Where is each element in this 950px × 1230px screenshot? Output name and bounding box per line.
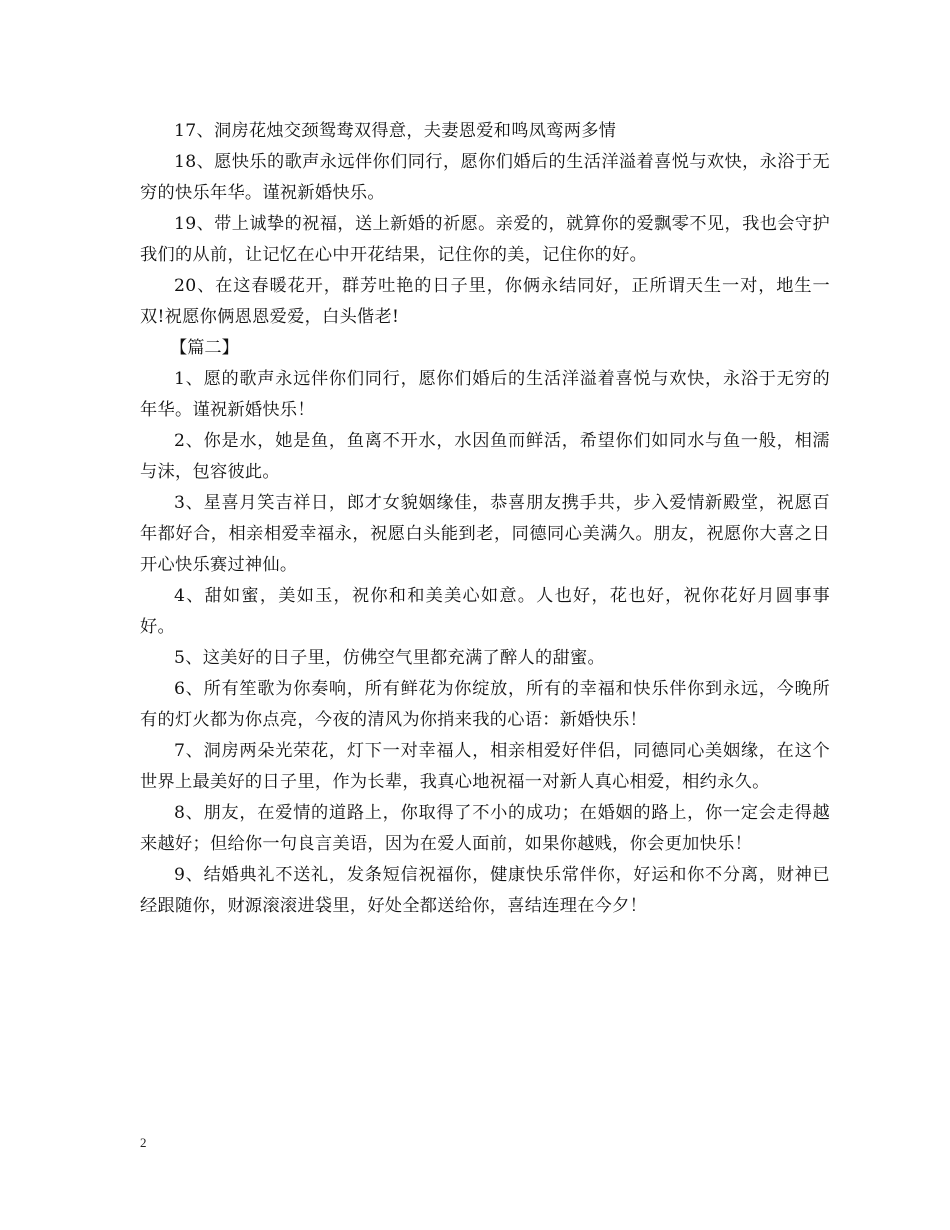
- section-paragraph-1: 1、愿的歌声永远伴你们同行，愿你们婚后的生活洋溢着喜悦与欢快，永浴于无穷的年华。谨祝新婚快乐！: [140, 369, 830, 420]
- section-paragraph-7: 7、洞房两朵光荣花，灯下一对幸福人，相亲相爱好伴侣，同德同心美姻缘，在这个世界上最美好的日子里，作为长辈，我真心地祝福一对新人真心相爱，相约永久。: [140, 741, 830, 792]
- document-body: [140, 116, 830, 922]
- section-paragraph-3: 3、星喜月笑吉祥日，郎才女貌姻缘佳，恭喜朋友携手共，步入爱情新殿堂，祝愿百年都好合，相亲相爱幸福永，祝愿白头能到老，同德同心美满久。朋友，祝愿你大喜之日开心快乐赛过神仙。: [140, 493, 830, 575]
- section-paragraph-4: 4、甜如蜜，美如玉，祝你和和美美心如意。人也好，花也好，祝你花好月圆事事好。: [140, 586, 830, 637]
- paragraph-17: 17、洞房花烛交颈鸳鸯双得意，夫妻恩爱和鸣凤鸾两多情: [174, 121, 617, 141]
- paragraph-18: 18、愿快乐的歌声永远伴你们同行，愿你们婚后的生活洋溢着喜悦与欢快，永浴于无穷的快乐年华。谨祝新婚快乐。: [140, 152, 830, 203]
- section-paragraph-2: 2、你是水，她是鱼，鱼离不开水，水因鱼而鲜活，希望你们如同水与鱼一般，相濡与沫，包容彼此。: [140, 431, 830, 482]
- section-heading: 【篇二】: [170, 338, 239, 358]
- section-paragraph-9: 9、结婚典礼不送礼，发条短信祝福你，健康快乐常伴你，好运和你不分离，财神已经跟随你，财源滚滚进袋里，好处全都送给你，喜结连理在今夕！: [140, 865, 830, 916]
- paragraph-19: 19、带上诚挚的祝福，送上新婚的祈愿。亲爱的，就算你的爱飘零不见，我也会守护我们的从前，让记忆在心中开花结果，记住你的美，记住你的好。: [140, 214, 830, 265]
- section-paragraph-6: 6、所有笙歌为你奏响，所有鲜花为你绽放，所有的幸福和快乐伴你到永远，今晚所有的灯火都为你点亮，今夜的清风为你捎来我的心语：新婚快乐！: [140, 679, 830, 730]
- section-paragraph-5: 5、这美好的日子里，仿佛空气里都充满了醉人的甜蜜。: [174, 648, 605, 668]
- paragraph-20: 20、在这春暖花开，群芳吐艳的日子里，你俩永结同好，正所谓天生一对，地生一双!祝愿你俩恩恩爱爱，白头偕老!: [140, 276, 830, 327]
- page-number: 2: [140, 1135, 147, 1150]
- section-paragraph-8: 8、朋友，在爱情的道路上，你取得了不小的成功；在婚姻的路上，你一定会走得越来越好；但给你一句良言美语，因为在爱人面前，如果你越贱，你会更加快乐！: [140, 803, 830, 854]
